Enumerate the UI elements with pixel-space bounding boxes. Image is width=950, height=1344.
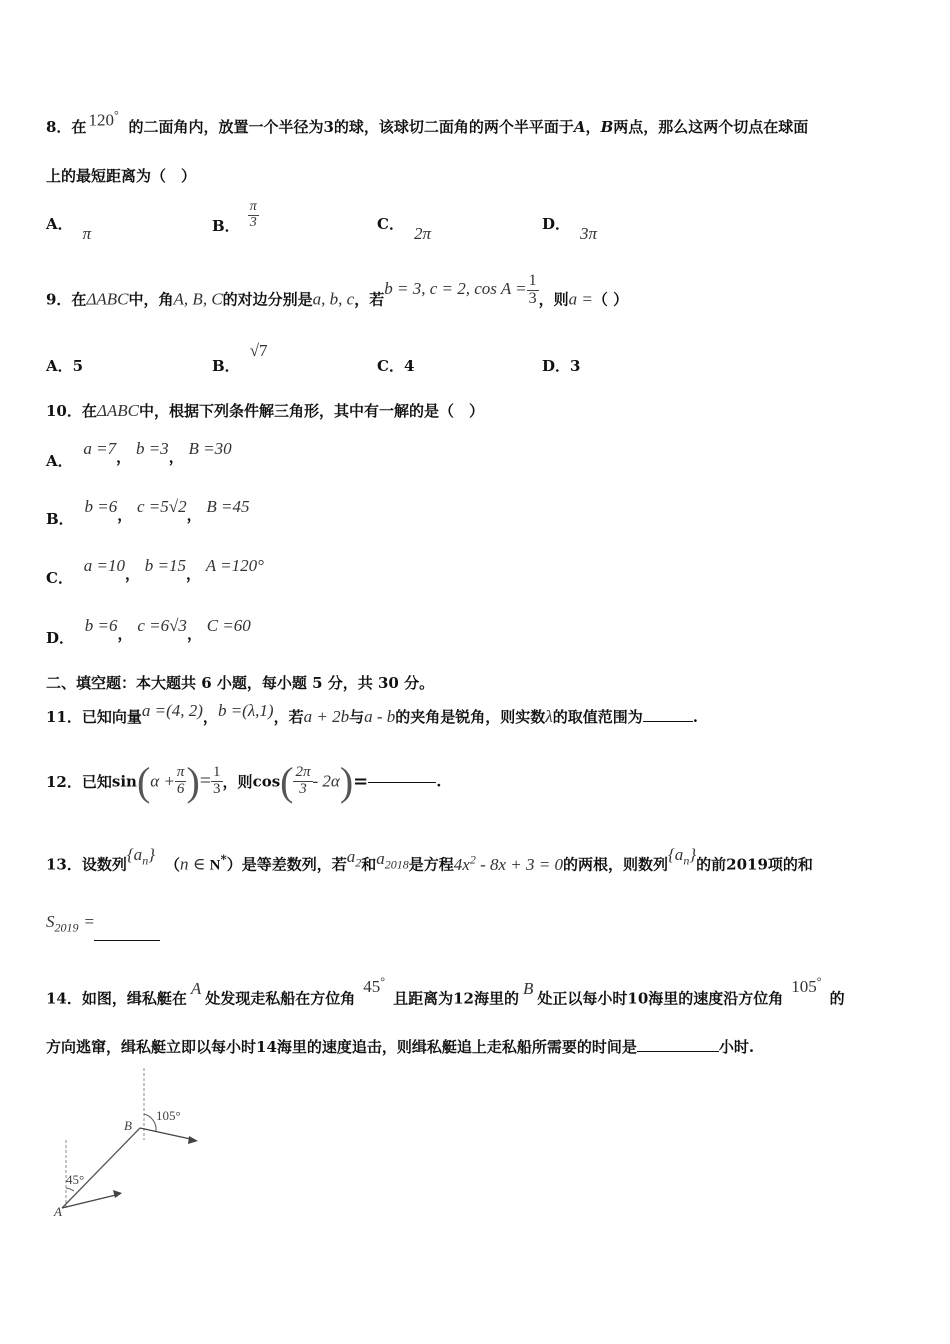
q14-line1: 14．如图，缉私艇在A处发现走私船在方位角45°且距离为12海里的B处正以每小时10海里的速度沿方位角105°的 (46, 974, 845, 1008)
q8-line1: 8．在 120° 的二面角内，放置一个半径为3的球，该球切二面角的两个半平面于A，B两点，那么这两个切点在球面 (46, 108, 809, 136)
label-a: A (54, 1204, 62, 1219)
q9-option-c[interactable]: C．4 (377, 357, 415, 375)
angle-arc-105 (144, 1114, 156, 1131)
arrow-head-a (113, 1190, 122, 1198)
q10-stem: 10．在ΔABC中，根据下列条件解三角形，其中有一解的是（ ） (46, 401, 484, 420)
q14-figure (40, 1060, 240, 1230)
q13-answer-blank[interactable] (94, 939, 160, 941)
pursuit-direction (62, 1194, 120, 1208)
q10-option-b[interactable]: B． b =6， c =5√2， B =45 (46, 497, 250, 528)
q10-option-a[interactable]: A． a =7， b =3， B =30 (46, 439, 232, 470)
q14-answer-blank[interactable] (637, 1050, 719, 1052)
q14-line2: 方向逃窜，缉私艇立即以每小时14海里的速度追击，则缉私艇追上走私船所需要的时间是 小时. (46, 1038, 755, 1056)
q11-line: 11．已知向量a =(4, 2)，b =(λ,1)，若a + 2b与a - b的夹角是锐角，则实数λ的取值范围为 . (46, 701, 698, 726)
q8-option-a[interactable]: A． π (46, 215, 92, 243)
q12-line: 12．已知sin(α + $\frac{\pi}{6}$ )= $\frac{1}{3}$ ，则cos( $\frac{2\pi}{3}$ - 2α)= . (46, 759, 442, 804)
q13-sum-line: $S_{2019}$ = (46, 912, 160, 935)
q9-line: 9．在ΔABC中，角A, B, C的对边分别是a, b, c，若b = 3, c = 2, cos A = $\frac{1}{3}$ ，则a =（ ） (46, 272, 629, 309)
q10-option-c[interactable]: C． a =10， b =15， A =120° (46, 556, 264, 587)
q8-option-d[interactable]: D． 3π (542, 215, 598, 243)
label-b: B (124, 1118, 132, 1133)
q9-option-b[interactable]: B．√7 (212, 341, 268, 375)
q12-answer-blank[interactable] (368, 781, 436, 783)
q8-option-c[interactable]: C． 2π (377, 215, 431, 243)
q8-option-b[interactable]: B． $\frac{\pi}{3}$ (212, 199, 257, 236)
q13-line: 13．设数列$\{a_n\}(n$ ∈ N*）是等差数列，若$a_2$和$a_{2018}$是方程$4x^2 - 8x + 3 = 0$的两根，则数列$\{a_n\}$的前2019项的和 (46, 844, 813, 874)
angle-arc-45 (66, 1188, 74, 1191)
label-105: 105° (156, 1108, 181, 1123)
segment-ab (62, 1128, 140, 1208)
arrow-head-b (188, 1136, 198, 1144)
section-2-heading: 二、填空题：本大题共 6 小题，每小题 5 分，共 30 分。 (46, 674, 435, 692)
label-45: 45° (66, 1172, 85, 1187)
q11-answer-blank[interactable] (643, 720, 693, 722)
q9-option-d[interactable]: D．3 (542, 357, 581, 375)
escape-direction (140, 1128, 195, 1140)
q9-option-a[interactable]: A．5 (46, 357, 84, 375)
q10-option-d[interactable]: D． b =6， c =6√3， C =60 (46, 616, 251, 647)
q8-line2: 上的最短距离为（ ） (46, 167, 197, 185)
